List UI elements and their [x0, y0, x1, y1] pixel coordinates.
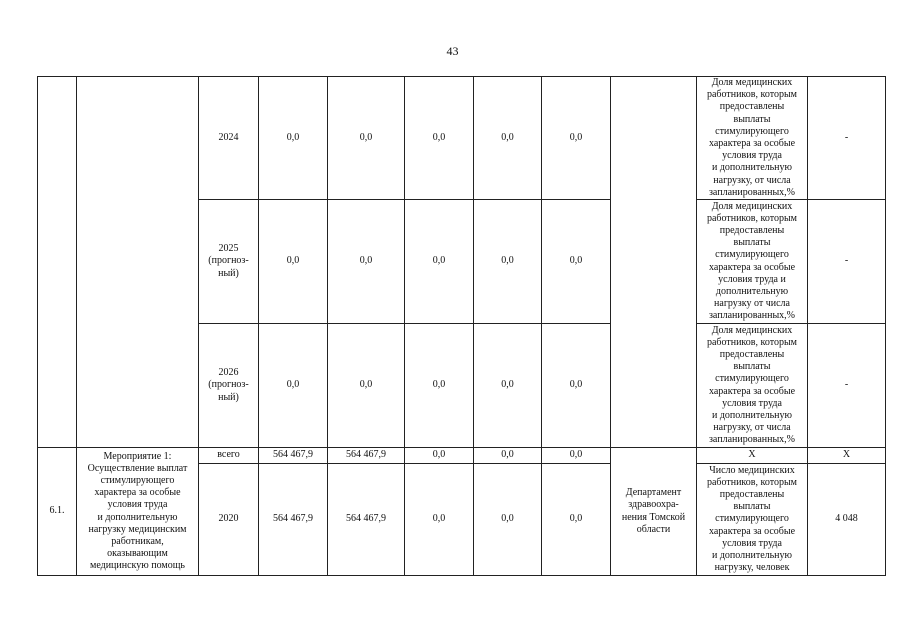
value-cell: 0,0: [259, 200, 328, 324]
value-cell: 0,0: [405, 464, 474, 576]
year-cell: 2026 (прогноз- ный): [199, 324, 259, 448]
table-row-total: [38, 448, 886, 464]
empty-number-cell: [38, 77, 77, 448]
value-cell: 0,0: [474, 200, 542, 324]
empty-event-cell: [77, 77, 199, 448]
value-cell: 0,0: [328, 324, 405, 448]
empty-department-cell: [611, 77, 697, 448]
value-cell: 0,0: [405, 77, 474, 200]
target-value-cell: X: [808, 448, 886, 464]
value-cell: 0,0: [474, 464, 542, 576]
table-row-2024: [38, 77, 886, 200]
value-cell: 564 467,9: [259, 448, 328, 464]
year-cell: 2024: [199, 77, 259, 200]
value-cell: 0,0: [259, 77, 328, 200]
value-cell: 0,0: [542, 77, 611, 200]
value-cell: 564 467,9: [328, 448, 405, 464]
indicator-cell: Число медицинских работников, которым предоставлены выплаты стимулирующего характера за особые условия труда и дополнительную нагрузку, человек: [697, 464, 808, 576]
value-cell: 0,0: [542, 200, 611, 324]
target-value-cell: 4 048: [808, 464, 886, 576]
value-cell: 0,0: [405, 448, 474, 464]
indicator-cell: Доля медицинских работников, которым предоставлены выплаты стимулирующего характера за особые условия труда и дополнительную нагрузку от числа запланированных,%: [697, 200, 808, 324]
value-cell: 0,0: [542, 464, 611, 576]
indicator-cell: Доля медицинских работников, которым предоставлены выплаты стимулирующего характера за особые условия труда и дополнительную нагрузку, от числа запланированных,%: [697, 324, 808, 448]
value-cell: 0,0: [474, 77, 542, 200]
event-number: 6.1.: [38, 448, 77, 576]
value-cell: 0,0: [405, 200, 474, 324]
target-value-cell: -: [808, 200, 886, 324]
target-value-cell: -: [808, 324, 886, 448]
value-cell: 0,0: [542, 448, 611, 464]
value-cell: 0,0: [405, 324, 474, 448]
year-cell: 2020: [199, 464, 259, 576]
indicator-cell: X: [697, 448, 808, 464]
page-number: 43: [446, 44, 459, 58]
value-cell: 0,0: [474, 324, 542, 448]
program-table: [37, 76, 886, 576]
value-cell: 0,0: [542, 324, 611, 448]
value-cell: 564 467,9: [259, 464, 328, 576]
value-cell: 564 467,9: [328, 464, 405, 576]
indicator-cell: Доля медицинских работников, которым предоставлены выплаты стимулирующего характера за особые условия труда и дополнительную нагрузку, от числа запланированных,%: [697, 77, 808, 200]
value-cell: 0,0: [259, 324, 328, 448]
value-cell: 0,0: [328, 200, 405, 324]
value-cell: 0,0: [474, 448, 542, 464]
target-value-cell: -: [808, 77, 886, 200]
department-cell: Департамент здравоохра- нения Томской области: [611, 448, 697, 576]
value-cell: 0,0: [328, 77, 405, 200]
year-cell: 2025 (прогноз- ный): [199, 200, 259, 324]
event-name: Мероприятие 1: Осуществление выплат стимулирующего характера за особые условия труда и дополнительную нагрузку медицинским работникам, оказывающим медицинскую помощь: [77, 448, 199, 576]
total-label: всего: [199, 448, 259, 464]
